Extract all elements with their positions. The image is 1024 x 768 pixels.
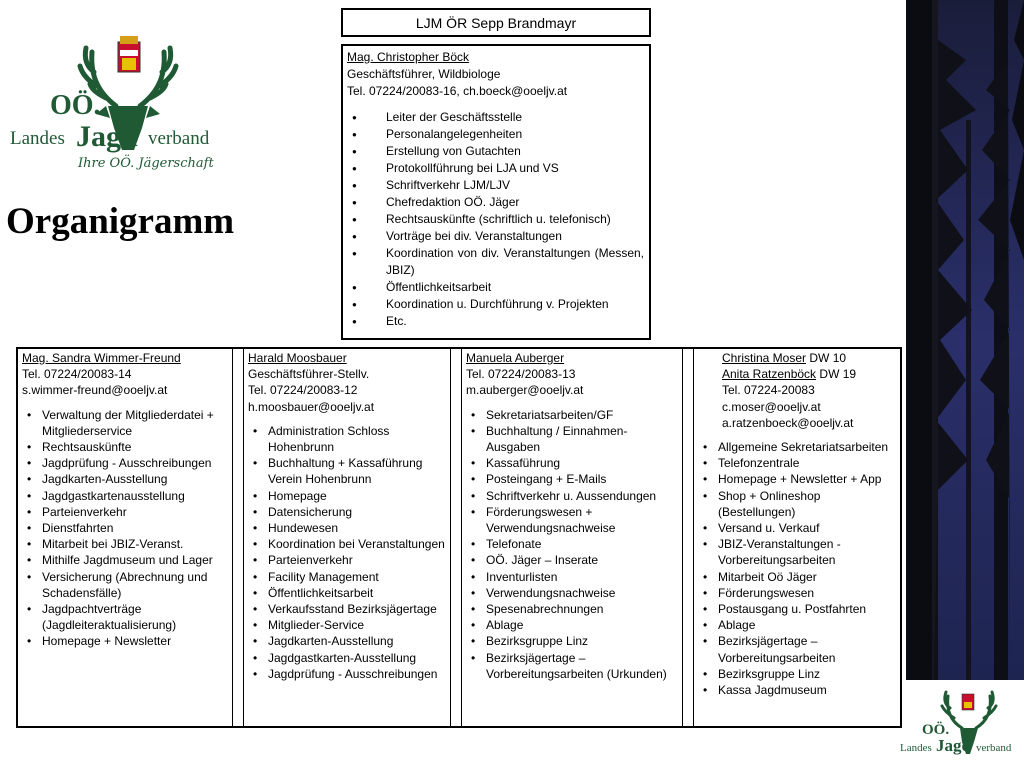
list-item: ● Etc. <box>347 313 644 330</box>
list-item: • Bezirksjägertage – Vorbereitungsarbeiten (Urkunden) <box>466 650 679 682</box>
staff-email: m.auberger@ooeljv.at <box>466 383 584 398</box>
list-item: • Förderungswesen <box>698 585 897 601</box>
staff-name-line-1 <box>698 350 897 366</box>
list-item: • Administration Schloss Hohenbrunn <box>248 423 447 455</box>
list-item: • Bezirksgruppe Linz <box>698 666 897 682</box>
logo-small <box>900 688 1024 768</box>
manager-task-list <box>347 109 644 330</box>
staff-email: h.moosbauer@ooeljv.at <box>248 399 375 414</box>
list-item: ● Personalangelegenheiten <box>347 126 644 143</box>
logo-left: Landes <box>10 128 65 149</box>
staff-phone: Tel. 07224/20083-13 <box>466 367 576 382</box>
logo-small-line1: OÖ. <box>922 722 950 738</box>
staff-name: Christina Moser <box>722 351 807 365</box>
list-item: • Telefonate <box>466 536 679 552</box>
list-item: • Inventurlisten <box>466 569 679 585</box>
list-item: • Sekretariatsarbeiten/GF <box>466 407 679 423</box>
list-item: • Spesenabrechnungen <box>466 601 679 617</box>
staff-name: Manuela Auberger <box>466 351 565 365</box>
list-item: • Shop + Onlineshop (Bestellungen) <box>698 488 897 520</box>
list-item: • Telefonzentrale <box>698 455 897 471</box>
staff-phone: Tel. 07224/20083-12 <box>248 383 358 398</box>
list-item: • Jagdprüfung - Ausschreibungen <box>248 666 447 682</box>
manager-contact: Tel. 07224/20083-16, ch.boeck@ooeljv.at <box>347 84 568 98</box>
list-item: • Verwaltung der Mitgliederdatei + Mitgliederservice <box>22 407 229 439</box>
list-item: • Jagdkarten-Ausstellung <box>248 633 447 649</box>
list-item: • Öffentlichkeitsarbeit <box>248 585 447 601</box>
list-item: • Posteingang + E-Mails <box>466 471 679 487</box>
list-item: • Dienstfahrten <box>22 520 229 536</box>
staff-email: s.wimmer-freund@ooeljv.at <box>22 383 168 398</box>
list-item: • Bezirksgruppe Linz <box>466 633 679 649</box>
list-item: • Ablage <box>698 617 897 633</box>
staff-task-list <box>248 423 447 682</box>
list-item: • Versicherung (Abrechnung und Schadensfälle) <box>22 569 229 601</box>
logo-small-right: verband <box>976 742 1012 754</box>
list-item: • Buchhaltung / Einnahmen-Ausgaben <box>466 423 679 455</box>
list-item: • Homepage <box>248 488 447 504</box>
logo-small-left: Landes <box>900 742 932 754</box>
list-item: • Jagdpachtverträge (Jagdleiteraktualisierung) <box>22 601 229 633</box>
list-item: ● Chefredaktion OÖ. Jäger <box>347 194 644 211</box>
list-item: • Rechtsauskünfte <box>22 439 229 455</box>
logo-slogan: Ihre OÖ. Jägerschaft <box>78 156 214 171</box>
staff-column-2 <box>244 349 450 726</box>
list-item: • Parteienverkehr <box>248 552 447 568</box>
list-item: • Jagdgastkarten-Ausstellung <box>248 650 447 666</box>
list-item: • Jagdprüfung - Ausschreibungen <box>22 455 229 471</box>
list-item: • Mitglieder-Service <box>248 617 447 633</box>
manager-name: Mag. Christopher Böck <box>347 50 470 64</box>
list-item: • Homepage + Newsletter + App <box>698 471 897 487</box>
list-item: • Bezirksjägertage – Vorbereitungsarbeiten <box>698 633 897 665</box>
list-item: • Buchhaltung + Kassaführung Verein Hohenbrunn <box>248 455 447 487</box>
list-item: • Facility Management <box>248 569 447 585</box>
head-box <box>341 8 651 37</box>
list-item: • JBIZ-Veranstaltungen - Vorbereitungsarbeiten <box>698 536 897 568</box>
logo <box>8 28 223 178</box>
staff-phone: Tel. 07224/20083-14 <box>22 367 132 382</box>
staff-frame <box>16 347 902 728</box>
forest-image <box>906 0 1024 680</box>
list-item: • Postausgang u. Postfahrten <box>698 601 897 617</box>
list-item: • Homepage + Newsletter <box>22 633 229 649</box>
list-item: ● Koordination u. Durchführung v. Projekten <box>347 296 644 313</box>
staff-name: Mag. Sandra Wimmer-Freund <box>22 351 181 365</box>
list-item: • Hundewesen <box>248 520 447 536</box>
list-item: • OÖ. Jäger – Inserate <box>466 552 679 568</box>
staff-task-list <box>22 407 229 650</box>
staff-task-list <box>698 439 897 698</box>
list-item: • Mitarbeit Oö Jäger <box>698 569 897 585</box>
logo-jagd: Jagd <box>76 120 138 153</box>
list-item: • Versand u. Verkauf <box>698 520 897 536</box>
stag-icon <box>900 688 1024 768</box>
staff-column-4 <box>694 349 900 726</box>
staff-role: Geschäftsführer-Stellv. <box>248 367 370 382</box>
staff-column-3 <box>462 349 682 726</box>
list-item: ● Vorträge bei div. Veranstaltungen <box>347 228 644 245</box>
list-item: ● Koordination von div. Veranstaltungen (Messen, JBIZ) <box>347 245 644 279</box>
list-item: • Verwendungsnachweise <box>466 585 679 601</box>
list-item: • Datensicherung <box>248 504 447 520</box>
column-divider <box>450 349 462 726</box>
list-item: ● Leiter der Geschäftsstelle <box>347 109 644 126</box>
manager-role: Geschäftsführer, Wildbiologe <box>347 67 501 81</box>
list-item: ● Schriftverkehr LJM/LJV <box>347 177 644 194</box>
forest-trees-icon <box>906 0 1024 680</box>
manager-box <box>341 44 651 340</box>
list-item: • Allgemeine Sekretariatsarbeiten <box>698 439 897 455</box>
logo-line1: OÖ. <box>50 90 101 121</box>
list-item: • Schriftverkehr u. Aussendungen <box>466 488 679 504</box>
logo-small-jagd: Jagd <box>936 736 971 755</box>
list-item: • Jagdkarten-Ausstellung <box>22 471 229 487</box>
staff-name-line-2 <box>698 366 897 382</box>
list-item: ● Rechtsauskünfte (schriftlich u. telefonisch) <box>347 211 644 228</box>
list-item: • Kassa Jagdmuseum <box>698 682 897 698</box>
list-item: • Mithilfe Jagdmuseum und Lager <box>22 552 229 568</box>
page-title: Organigramm <box>6 201 235 242</box>
staff-name: Harald Moosbauer <box>248 351 347 365</box>
list-item: ● Protokollführung bei LJA und VS <box>347 160 644 177</box>
staff-email: a.ratzenboeck@ooeljv.at <box>722 415 854 430</box>
list-item: • Parteienverkehr <box>22 504 229 520</box>
list-item: • Kassaführung <box>466 455 679 471</box>
staff-column-1 <box>18 349 232 726</box>
staff-task-list <box>466 407 679 682</box>
column-divider <box>682 349 694 726</box>
staff-extension: DW 10 <box>806 351 847 365</box>
list-item: • Verkaufsstand Bezirksjägertage <box>248 601 447 617</box>
staff-email: c.moser@ooeljv.at <box>722 399 821 414</box>
list-item: • Koordination bei Veranstaltungen <box>248 536 447 552</box>
staff-name: Anita Ratzenböck <box>722 367 817 382</box>
list-item: • Förderungswesen + Verwendungsnachweise <box>466 504 679 536</box>
logo-right: verband <box>148 128 210 149</box>
list-item: • Ablage <box>466 617 679 633</box>
list-item: • Mitarbeit bei JBIZ-Veranst. <box>22 536 229 552</box>
head-title: LJM ÖR Sepp Brandmayr <box>415 14 577 31</box>
list-item: ● Öffentlichkeitsarbeit <box>347 279 644 296</box>
column-divider <box>232 349 244 726</box>
staff-extension: DW 19 <box>816 367 857 382</box>
staff-phone: Tel. 07224-20083 <box>722 383 815 398</box>
list-item: ● Erstellung von Gutachten <box>347 143 644 160</box>
list-item: • Jagdgastkartenausstellung <box>22 488 229 504</box>
